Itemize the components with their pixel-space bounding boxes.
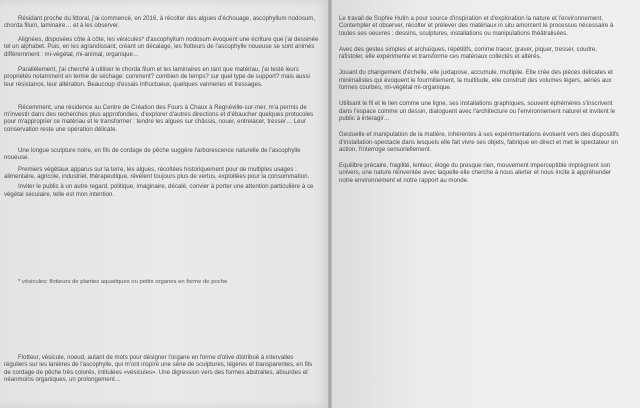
right-text-column: [339, 15, 619, 191]
right-paragraph: Contempler et observer, récolter et prélever des matériaux in situ amorcent le processus nécessaire à toutes ses oeuvres : dessins, sculptures, installations ou manipulations théâtralisées.: [339, 22, 614, 37]
left-paragraph: Une longue sculpture noire, en fils de cordage de pêche suggère l'arborescence naturelle de l'ascophylle noueuse.: [4, 147, 301, 162]
right-paragraph: Jouant du changement d'échelle, elle juxtapose, accumule, multiplie. Elle crée des pièces délicates et minimalistes qui évoquent le fourmillement, la multitude, elle construit des volumes légers, aériés aux formes courbes, mi-végétal mi-organique.: [339, 69, 613, 92]
page-fold: [328, 0, 332, 408]
left-paragraph: Flotteur, vésicule, noeud, autant de mots pour désigner l'organe en forme d'olive distribué à intervalles réguliers sur les lanières de l'ascophylle, qui m'ont inspiré une série de sculptures, légères et transparentes, en fils de cordage de pêche très colorés, intitulées «vésicules». Une digression vers des formes abstraites, absurdes et néanmoins organiques, un prolongement…: [4, 354, 313, 383]
right-paragraph: Le travail de Sophie Hutin a pour source d'inspiration et d'exploration la nature et l'environnement.: [339, 15, 603, 22]
left-paragraph: Parallèlement, j'ai cherché à utiliser le chorda filum et les laminaires en tant que matériau, j'ai testé leurs propriétés notamment en terme de séchage: comment? combien de temps? sur quel type de support? mais aussi leur résistance, leur altération. Beaucoup d'essais infructueux, quelques vanneries et tressages.: [4, 65, 310, 88]
left-paragraph: Inviter le public à un autre regard, politique, imaginaire, décalé, convier à porter une attention particulière à ce végétal séculaire, telle est mon intention.: [4, 183, 314, 198]
right-paragraph: Utilisant le fil et le lien comme une ligne, ses installations graphiques, souvent éphémères s'inscrivent dans l'espace comme un dessin, dialoguent avec l'architecture ou l'environnement naturel et invitent le public à interagir…: [339, 100, 616, 122]
left-paragraph: Récemment, une résidence au Centre de Création des Fours à Chaux à Regnéville-sur-mer, m'a permis de m'investir dans des recherches plus approfondies, d'explorer d'autres directions et d'ébaucher quelques protocoles pour m'approprier ce matériau et le transformer : tendre les algues sur châssis, nouer, entrelacer, tresser… Leur conservation reste une opération délicate.: [4, 103, 314, 133]
left-text-column: [4, 15, 320, 204]
footnote: * vésicules: flotteurs de plantes aquatiques ou petits organes en forme de poche: [18, 279, 228, 285]
right-paragraph: Gestuelle et manipulation de la matière, inhérentes à ses expérimentations évoluent vers des dispositifs d'installation-spectacle dans lesquels elle fait vivre ses objets, fabrique en direct et met le spectateur en action, l'interroge sensoriellement.: [339, 131, 619, 153]
right-paragraph: Avec des gestes simples et archaïques, répétitifs, comme tracer, graver, piquer, tresser, coudre, rafistoler, elle expérimente et transforme ces matériaux collectés et altérés.: [339, 45, 597, 61]
left-paragraph: Résidant proche du littoral, j'ai commencé, en 2016, à récolter des algues d'échouage, ascophyllum nodosum, chorda filum, laminaire… et à les observer.: [4, 15, 316, 30]
left-paragraph: Premiers végétaux apparus sur la terre, les algues, récoltées historiquement pour de multiples usages : alimentaire, agricole, industriel, thérapeutique, révèlent toujours plus de vertus, exploitées pour la consommation.: [4, 165, 310, 180]
left-paragraph: Alignées, disposées côte à côte, les vésicules* d'ascophyllum nodosum évoquent une écriture que j'ai dessinée tel un alphabet. Puis, en les agrandissant, créant un décalage, les flotteurs de l'ascophylle noueuse se sont animés différemment : mi-végétal, mi-animal, organique…: [4, 36, 319, 58]
right-paragraph: Equilibre précaire, fragilité, lenteur, éloge du presque rien, mouvement imperceptible imprègnent son univers, une nature réinventée avec laquelle elle cherche à nous alerter et nous incite à appréhender notre environnement et notre rapport au monde.: [339, 162, 612, 184]
left-bottom-paragraph: [4, 354, 314, 390]
